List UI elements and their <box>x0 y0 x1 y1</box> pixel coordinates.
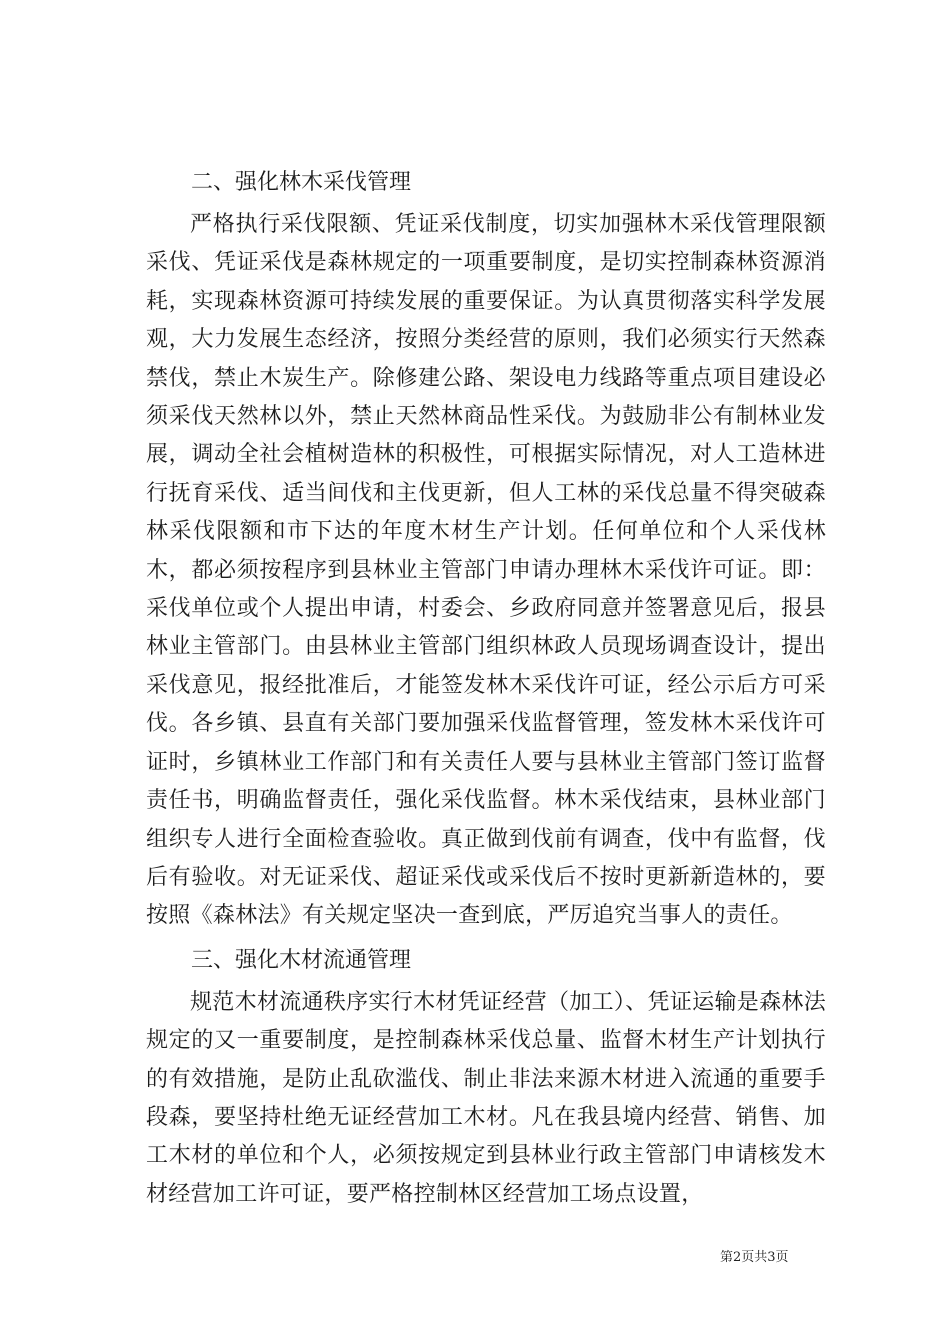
section-heading-2: 二、强化林木采伐管理 <box>191 170 412 195</box>
section-paragraph-2: 严格执行采伐限额、凭证采伐制度，切实加强林木采伐管理限额采伐、凭证采伐是森林规定的一项重要制度，是切实控制森林资源消耗，实现森林资源可持续发展的重要保证。为认真贯彻落实科学发展观，大力发展生态经济，按照分类经营的原则，我们必须实行天然森禁伐，禁止木炭生产。除修建公路、架设电力线路等重点项目建设必须采伐天然林以外，禁止天然林商品性采伐。为鼓励非公有制林业发展，调动全社会植树造林的积极性，可根据实际情况，对人工造林进行抚育采伐、适当间伐和主伐更新，但人工林的采伐总量不得突破森林采伐限额和市下达的年度木材生产计划。任何单位和个人采伐林木，都必须按程序到县林业主管部门申请办理林木采伐许可证。即：采伐单位或个人提出申请，村委会、乡政府同意并签署意见后，报县林业主管部门。由县林业主管部门组织林政人员现场调查设计，提出采伐意见，报经批准后，才能签发林木采伐许可证，经公示后方可采伐。各乡镇、县直有关部门要加强采伐监督管理，签发林木采伐许可证时，乡镇林业工作部门和有关责任人要与县林业主管部门签订监督责任书，明确监督责任，强化采伐监督。林木采伐结束，县林业部门组织专人进行全面检查验收。真正做到伐前有调查，伐中有监督，伐后有验收。对无证采伐、超证采伐或采伐后不按时更新新造林的，要按照《森林法》有关规定坚决一查到底，严厉追究当事人的责任。 <box>146 212 826 929</box>
page-number: 第2页共3页 <box>720 1250 789 1265</box>
section-heading-3: 三、强化木材流通管理 <box>191 947 412 973</box>
section-paragraph-3: 规范木材流通秩序实行木材凭证经营（加工）、凭证运输是森林法规定的又一重要制度，是控制森林采伐总量、监督木材生产计划执行的有效措施，是防止乱砍滥伐、制止非法来源木材进入流通的重要手段森，要坚持杜绝无证经营加工木材。凡在我县境内经营、销售、加工木材的单位和个人，必须按规定到县林业行政主管部门申请核发木材经营加工许可证，要严格控制林区经营加工场点设置， <box>146 989 826 1207</box>
document-body <box>146 164 826 1220</box>
